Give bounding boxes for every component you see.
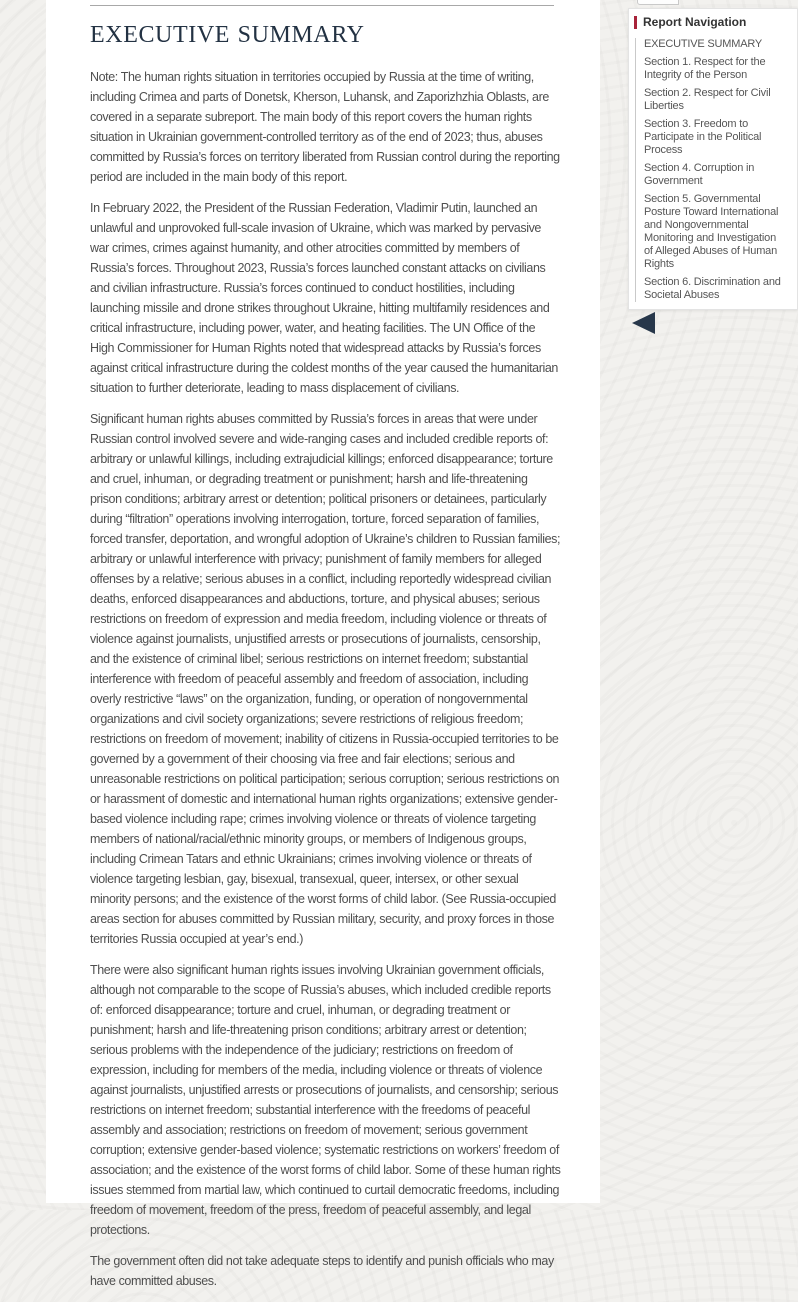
paragraph-note: Note: The human rights situation in territories occupied by Russia at the time of writing, including Crimea and parts of Donetsk, Kherson, Luhansk, and Zaporizhzhia Oblasts, are covered in a separate subreport. The main body of this report covers the human rights situation in Ukrainian government-controlled territory as of the end of 2023; thus, abuses committed by Russia’s forces on territory liberated from Russian control during the reporting period are included in the main body of this report. — [90, 70, 560, 184]
nav-item-section-3[interactable]: Section 3. Freedom to Participate in the Political Process — [644, 118, 762, 156]
content-top-divider — [90, 5, 554, 6]
collapse-arrow-icon[interactable] — [632, 312, 655, 334]
report-navigation-title: Report Navigation — [634, 16, 787, 29]
paragraph-russia-abuses: Significant human rights abuses committed by Russia’s forces in areas that were under Russian control involved severe and wide-ranging cases and included credible reports of: arbitrary or unlawful killings, including extrajudicial killings; enforced disappearance; torture and cruel, inhuman, or degrading treatment or punishment; harsh and life-threatening prison conditions; arbitrary arrest or detention; political prisoners or detainees, particularly during “filtration” operations involving interrogation, torture, forced separation of families, forced transfer, deportation, and wrongful adoption of Ukraine’s children to Russian families; arbitrary or unlawful interference with privacy; punishment of family members for alleged offenses by a relative; serious abuses in a conflict, including reportedly widespread civilian deaths, enforced disappearances and abductions, torture, and physical abuses; serious restrictions on freedom of expression and media freedom, including violence or threats of violence against journalists, unjustified arrests or prosecutions of journalists, censorship, and the existence of criminal libel; serious restrictions on internet freedom; substantial interference with freedom of peaceful assembly and freedom of association, including overly restrictive “laws” on the organization, funding, or operation of nongovernmental organizations and civil society organizations; severe restrictions of religious freedom; restrictions on freedom of movement; inability of citizens in Russia-occupied territories to be governed by a government of their choosing via free and fair elections; serious and unreasonable restrictions on political participation; serious corruption; serious restrictions on or harassment of domestic and international human rights organizations; extensive gender-based violence including rape; crimes involving violence or threats of violence targeting members of national/racial/ethnic minority groups, or members of Indigenous groups, including Crimean Tatars and ethnic Ukrainians; crimes involving violence or threats of violence targeting lesbian, gay, bisexual, transexual, queer, intersex, or other sexual minority persons; and the existence of the worst forms of child labor. (See Russia-occupied areas section for abuses committed by Russian military, security, and proxy forces in those territories Russia occupied at year’s end.) — [90, 412, 561, 946]
nav-item-section-2[interactable]: Section 2. Respect for Civil Liberties — [644, 87, 771, 112]
partial-widget[interactable] — [637, 0, 679, 5]
paragraph-ukraine-issues: There were also significant human rights issues involving Ukrainian government officials, although not comparable to the scope of Russia’s abuses, which included credible reports of: enforced disappearance; torture and cruel, inhuman, or degrading treatment or punishment; harsh and life-threatening prison conditions; arbitrary arrest or detention; serious problems with the independence of the judiciary; restrictions on freedom of expression, including for members of the media, including violence or threats of violence against journalists, unjustified arrests or prosecutions of journalists, and censorship; serious restrictions on internet freedom; substantial interference with the freedoms of peaceful assembly and association; restrictions on freedom of movement; serious government corruption; extensive gender-based violence; systematic restrictions on workers’ freedom of association; and the existence of the worst forms of child labor. Some of these human rights issues stemmed from martial law, which continued to curtail democratic freedoms, including freedom of movement, freedom of the press, freedom of peaceful assembly, and legal protections. — [90, 963, 561, 1237]
nav-item-section-4[interactable]: Section 4. Corruption in Government — [644, 162, 755, 187]
report-navigation-list — [635, 38, 787, 302]
paragraph-government-steps: The government often did not take adequate steps to identify and punish officials who may have committed abuses. — [90, 1254, 554, 1288]
nav-item-section-5[interactable]: Section 5. Governmental Posture Toward International and Nongovernmental Monitoring and Investigation of Alleged Abuses of Human Rights — [644, 193, 779, 270]
page-title: EXECUTIVE SUMMARY — [90, 22, 365, 48]
paragraph-invasion: In February 2022, the President of the Russian Federation, Vladimir Putin, launched an unlawful and unprovoked full-scale invasion of Ukraine, which was marked by pervasive war crimes, crimes against humanity, and other atrocities committed by members of Russia’s forces. Throughout 2023, Russia’s forces launched constant attacks on civilians and civilian infrastructure. Russia’s forces continued to conduct hostilities, including launching missile and drone strikes throughout Ukraine, hitting multifamily residences and critical infrastructure, including power, water, and heating facilities. The UN Office of the High Commissioner for Human Rights noted that widespread attacks by Russia’s forces against critical infrastructure during the coldest months of the year caused the humanitarian situation to further deteriorate, leading to mass displacement of civilians. — [90, 201, 558, 395]
report-article — [90, 0, 562, 1302]
content-surface — [46, 0, 600, 1288]
report-navigation-panel — [628, 8, 798, 310]
nav-item-section-1[interactable]: Section 1. Respect for the Integrity of the Person — [644, 56, 766, 81]
nav-item-executive-summary[interactable]: EXECUTIVE SUMMARY — [644, 38, 763, 50]
nav-item-section-6[interactable]: Section 6. Discrimination and Societal Abuses — [644, 276, 781, 301]
